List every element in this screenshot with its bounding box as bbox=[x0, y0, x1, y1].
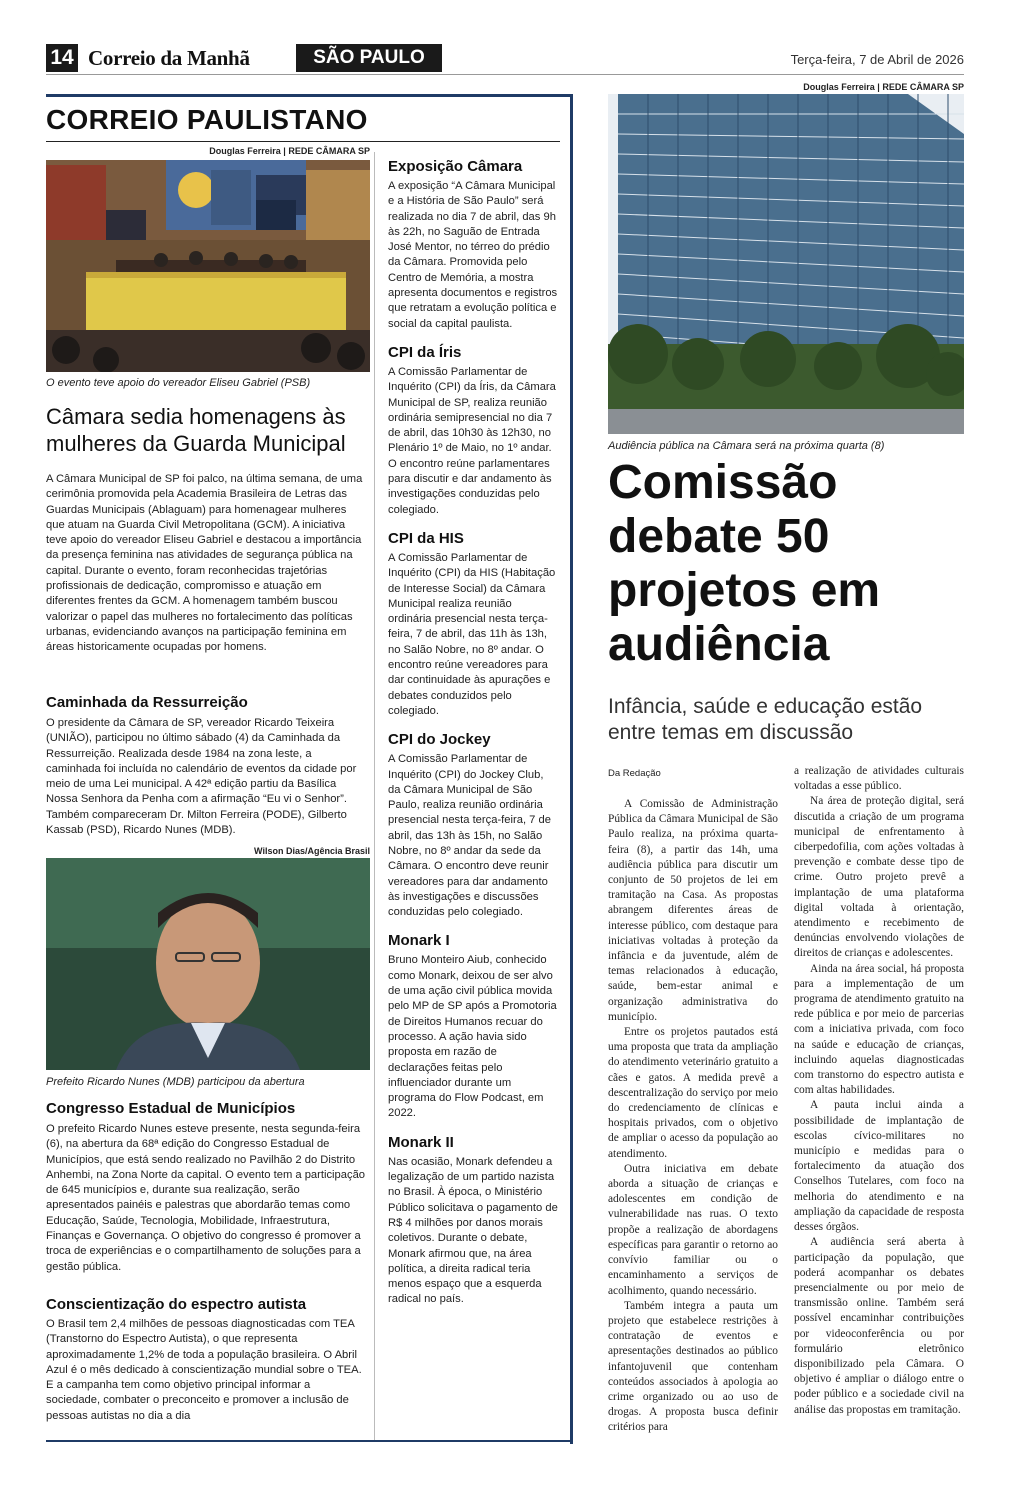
caminhada-text: O presidente da Câmara de SP, vereador Ricardo Teixeira (UNIÃO), participou no último sábado (4) da Caminhada da Ressurreição. Realizada desde 1984 na zona leste, a caminhada foi incluída no calendário de eventos da cidade por meio de uma Lei municipal. A 42ª edição partiu da Basílica Nossa Senhora da Penha com a afirmação “Eu vi o Senhor”. Também compareceram Dr. Milton Ferreira (PODE), Gilberto Kassab (PSD), Ricardo Nunes (MDB). bbox=[46, 717, 357, 837]
left-bottom-rule bbox=[46, 1440, 572, 1442]
issue-date: Terça-feira, 7 de Abril de 2026 bbox=[790, 52, 964, 67]
article-body: A Câmara Municipal de SP foi palco, na última semana, de uma cerimônia promovida pela Academia Brasileira de Letras das Guardas Municipais (Ablaguam) para homenagear mulheres que atuam na Guarda Civil Metropolitana (GCM). A iniciativa teve apoio do vereador Eliseu Gabriel e destacou a importância da presença feminina nas atividades de segurança pública na capital. Durante o evento, foram reconhecidas trajetórias profissionais de dedicação, compromisso e atuação em diferentes frentes da GCM. A homenagem também buscou valorizar o papel das mulheres no fortalecimento das políticas urbanas, evidenciando avanços na participação feminina em áreas historicamente ocupadas por homens. bbox=[46, 473, 363, 654]
story-paragraph: Outra iniciativa em debate aborda a situação de crianças e adolescentes em condição de vulnerabilidade nas ruas. O texto propõe a realização de abordagens específicas para garantir o retorno ao convívio familiar ou o encaminhamento a serviços de acolhimento, quando necessário. bbox=[608, 1162, 778, 1297]
note-title: Monark I bbox=[388, 932, 450, 950]
story-paragraph: Entre os projetos pautados está uma proposta que trata da ampliação do atendimento veterinário gratuito a cães e gatos. A medida prevê a descentralização do serviço por meio do credenciamento de clínicas e hospitais privados, com o objetivo de ampliar o acesso da população ao atendimento. bbox=[608, 1026, 778, 1160]
subhead-autismo: Conscientização do espectro autista bbox=[46, 1296, 307, 1313]
masthead-logo: Correio da Manhã bbox=[88, 46, 250, 70]
autismo-text: O Brasil tem 2,4 milhões de pessoas diagnosticadas com TEA (Transtorno do Espectro Autista), o que representa aproximadamente 1,2% de toda a população brasileira. O Abril Azul é o mês dedicado à conscientização mundial sobre o TEA. E a campanha tem como objetivo principal informar a sociedade, combater o preconceito e promover a inclusão de pessoas autistas no dia a dia bbox=[46, 1318, 362, 1422]
page-number: 14 bbox=[46, 44, 78, 72]
building-photo bbox=[608, 94, 964, 434]
note-text: Nas ocasião, Monark defendeu a legalização de um partido nazista no Brasil. À época, o Ministério Público solicitava o pagamento de R$ 4 milhões por danos morais coletivos. Durante o debate, Monark afirmou que, na área política, a direita radical teria menos espaço que a esquerda radical no país. bbox=[388, 1155, 558, 1306]
story-paragraph: Na área de proteção digital, será discutida a criação de um programa municipal de enfrentamento à ciberpedofilia, com ações voltadas à prevenção e combate desse tipo de crime. Outro projeto prevê a implantação de uma plataforma digital voltada à orientação, atendimento e recebimento de denúncias envolvendo violações de direitos de crianças e adolescentes. bbox=[794, 795, 964, 960]
note-text: Bruno Monteiro Aiub, conhecido como Monark, deixou de ser alvo de uma ação civil pública movida pelo MP de SP após a Promotoria de Direitos Humanos recuar do processo. A ação havia sido proposta em razão de declarações feitas pelo influenciador durante um programa do Flow Podcast, em 2022. bbox=[388, 954, 557, 1120]
photo-credit: Douglas Ferreira | REDE CÂMARA SP bbox=[209, 146, 370, 156]
story-paragraph: A audiência será aberta à participação da população, que poderá acompanhar os debates presencialmente ou por meio de transmissão online. Também será possível encaminhar contribuições por videoconferência ou por formulário eletrônico disponibilizado pela Câmara. O objetivo é ampliar o diálogo entre o poder público e a sociedade civil na análise das propostas em tramitação. bbox=[794, 1236, 964, 1416]
left-top-rule bbox=[46, 94, 570, 97]
note-title: CPI da HIS bbox=[388, 529, 464, 547]
note-text: A exposição “A Câmara Municipal e a História de São Paulo” será realizada no dia 7 de abril, das 9h às 22h, no Saguão de Entrada José Mentor, no térreo do prédio da Câmara. Promovida pelo Centro de Memória, a mostra apresenta documentos e registros que retratam a evolução política e social da capital paulista. bbox=[388, 180, 558, 330]
photo-caption-2: Prefeito Ricardo Nunes (MDB) participou da abertura bbox=[46, 1076, 305, 1088]
event-photo bbox=[46, 160, 370, 372]
photo-credit-2: Wilson Dias/Agência Brasil bbox=[254, 846, 370, 856]
note-title: CPI do Jockey bbox=[388, 731, 491, 749]
note-title: CPI da Íris bbox=[388, 343, 462, 361]
photo-credit-3: Douglas Ferreira | REDE CÂMARA SP bbox=[803, 82, 964, 92]
notes-column bbox=[388, 158, 558, 1308]
column-divider bbox=[570, 94, 573, 1444]
photo-caption: O evento teve apoio do vereador Eliseu Gabriel (PSB) bbox=[46, 377, 311, 389]
note-text: A Comissão Parlamentar de Inquérito (CPI) da Íris, da Câmara Municipal de SP, realiza reunião ordinária semipresencial no dia 7 de abril, das 10h30 às 12h30, no Plenário 1º de Maio, no 1º andar. O encontro reúne parlamentares para discutir e dar andamento às investigações conduzidas pelo colegiado. bbox=[388, 365, 556, 516]
story-paragraph: Também integra a pauta um projeto que estabelece restrições à contratação de eventos e apresentações destinados ao público infantojuvenil que contenham conteúdos associados à apologia ao crime organizado ou ao uso de drogas. A proposta busca definir critérios para bbox=[608, 1299, 778, 1434]
story-paragraph: a realização de atividades culturais voltadas a esse público. bbox=[794, 765, 964, 793]
photo-caption-3: Audiência pública na Câmara será na próxima quarta (8) bbox=[608, 440, 885, 452]
column-kicker: CORREIO PAULISTANO bbox=[46, 104, 368, 135]
kicker-rule bbox=[46, 141, 560, 142]
byline: Da Redação bbox=[608, 768, 661, 779]
mayor-photo bbox=[46, 858, 370, 1070]
congresso-text: O prefeito Ricardo Nunes esteve presente, nesta segunda-feira (6), na abertura da 68ª edição do Congresso Estadual de Municípios, que está sendo realizado no Pavilhão 2 do Distrito Anhembi, na Zona Norte da capital. O evento tem a participação de 645 municípios e, durante sua realização, serão apresentados painéis e palestras que abordarão temas como Educação, Saúde, Tecnologia, Mobilidade, Infraestrutura, Finanças e Governança. O objetivo do congresso é promover a troca de experiências e o compartilhamento de soluções para a gestão pública. bbox=[46, 1123, 366, 1273]
inner-column-divider bbox=[374, 152, 375, 1442]
story-column-1 bbox=[608, 797, 778, 1436]
note-title: Exposição Câmara bbox=[388, 158, 523, 175]
main-headline: Comissão debate 50 projetos em audiência bbox=[608, 456, 881, 671]
story-paragraph: A pauta inclui ainda a possibilidade de implantação de escolas cívico-militares no município e medidas para o fortalecimento da atuação dos Conselhos Tutelares, com foco na melhoria do atendimento e na ampliação da capacidade de resposta desses órgãos. bbox=[794, 1099, 964, 1234]
story-paragraph: A Comissão de Administração Pública da Câmara Municipal de São Paulo realiza, na próxima quarta-feira (8), a partir das 14h, uma audiência pública para discutir um conjunto de 50 projetos de lei em tramitação na Casa. As propostas abrangem diferentes áreas de interesse público, com destaque para iniciativas voltadas à proteção da infância e da juventude, além de temas relacionados à educação, saúde, bem-estar animal e organização administrativa do município. bbox=[608, 798, 778, 1023]
subhead-caminhada: Caminhada da Ressurreição bbox=[46, 694, 248, 711]
story-paragraph: Ainda na área social, há proposta para a implementação de um programa de atendimento gratuito na rede pública e por meio de parcerias com a iniciativa privada, com foco na saúde e educação de crianças, incluindo aquelas diagnosticadas com transtorno do espectro autista e com altas habilidades. bbox=[794, 962, 964, 1097]
section-label: SÃO PAULO bbox=[296, 44, 442, 72]
main-subheadline: Infância, saúde e educação estão entre temas em discussão bbox=[608, 695, 923, 744]
note-title: Monark II bbox=[388, 1133, 454, 1151]
note-text: A Comissão Parlamentar de Inquérito (CPI) do Jockey Club, da Câmara Municipal de São Paulo, realiza reunião ordinária presencial nesta terça-feira, 7 de abril, das 13h às 15h, no Salão Nobre, no 8º andar da sede da Câmara. O encontro deve reunir vereadores para dar andamento às investigações e discussões conduzidas pelo colegiado. bbox=[388, 753, 551, 919]
story-column-2 bbox=[794, 764, 964, 1418]
article-headline: Câmara sedia homenagens às mulheres da Guarda Municipal bbox=[46, 404, 346, 456]
header-rule bbox=[46, 74, 964, 75]
subhead-congresso: Congresso Estadual de Municípios bbox=[46, 1100, 296, 1117]
note-text: A Comissão Parlamentar de Inquérito (CPI) da HIS (Habitação de Interesse Social) da Câmara Municipal realiza reunião ordinária presencial nesta terça-feira, 7 de abril, das 11h às 13h, no Salão Nobre, no 8º andar. O encontro reúne vereadores para dar continuidade às apurações e debates conduzidos pelo colegiado. bbox=[388, 551, 556, 717]
